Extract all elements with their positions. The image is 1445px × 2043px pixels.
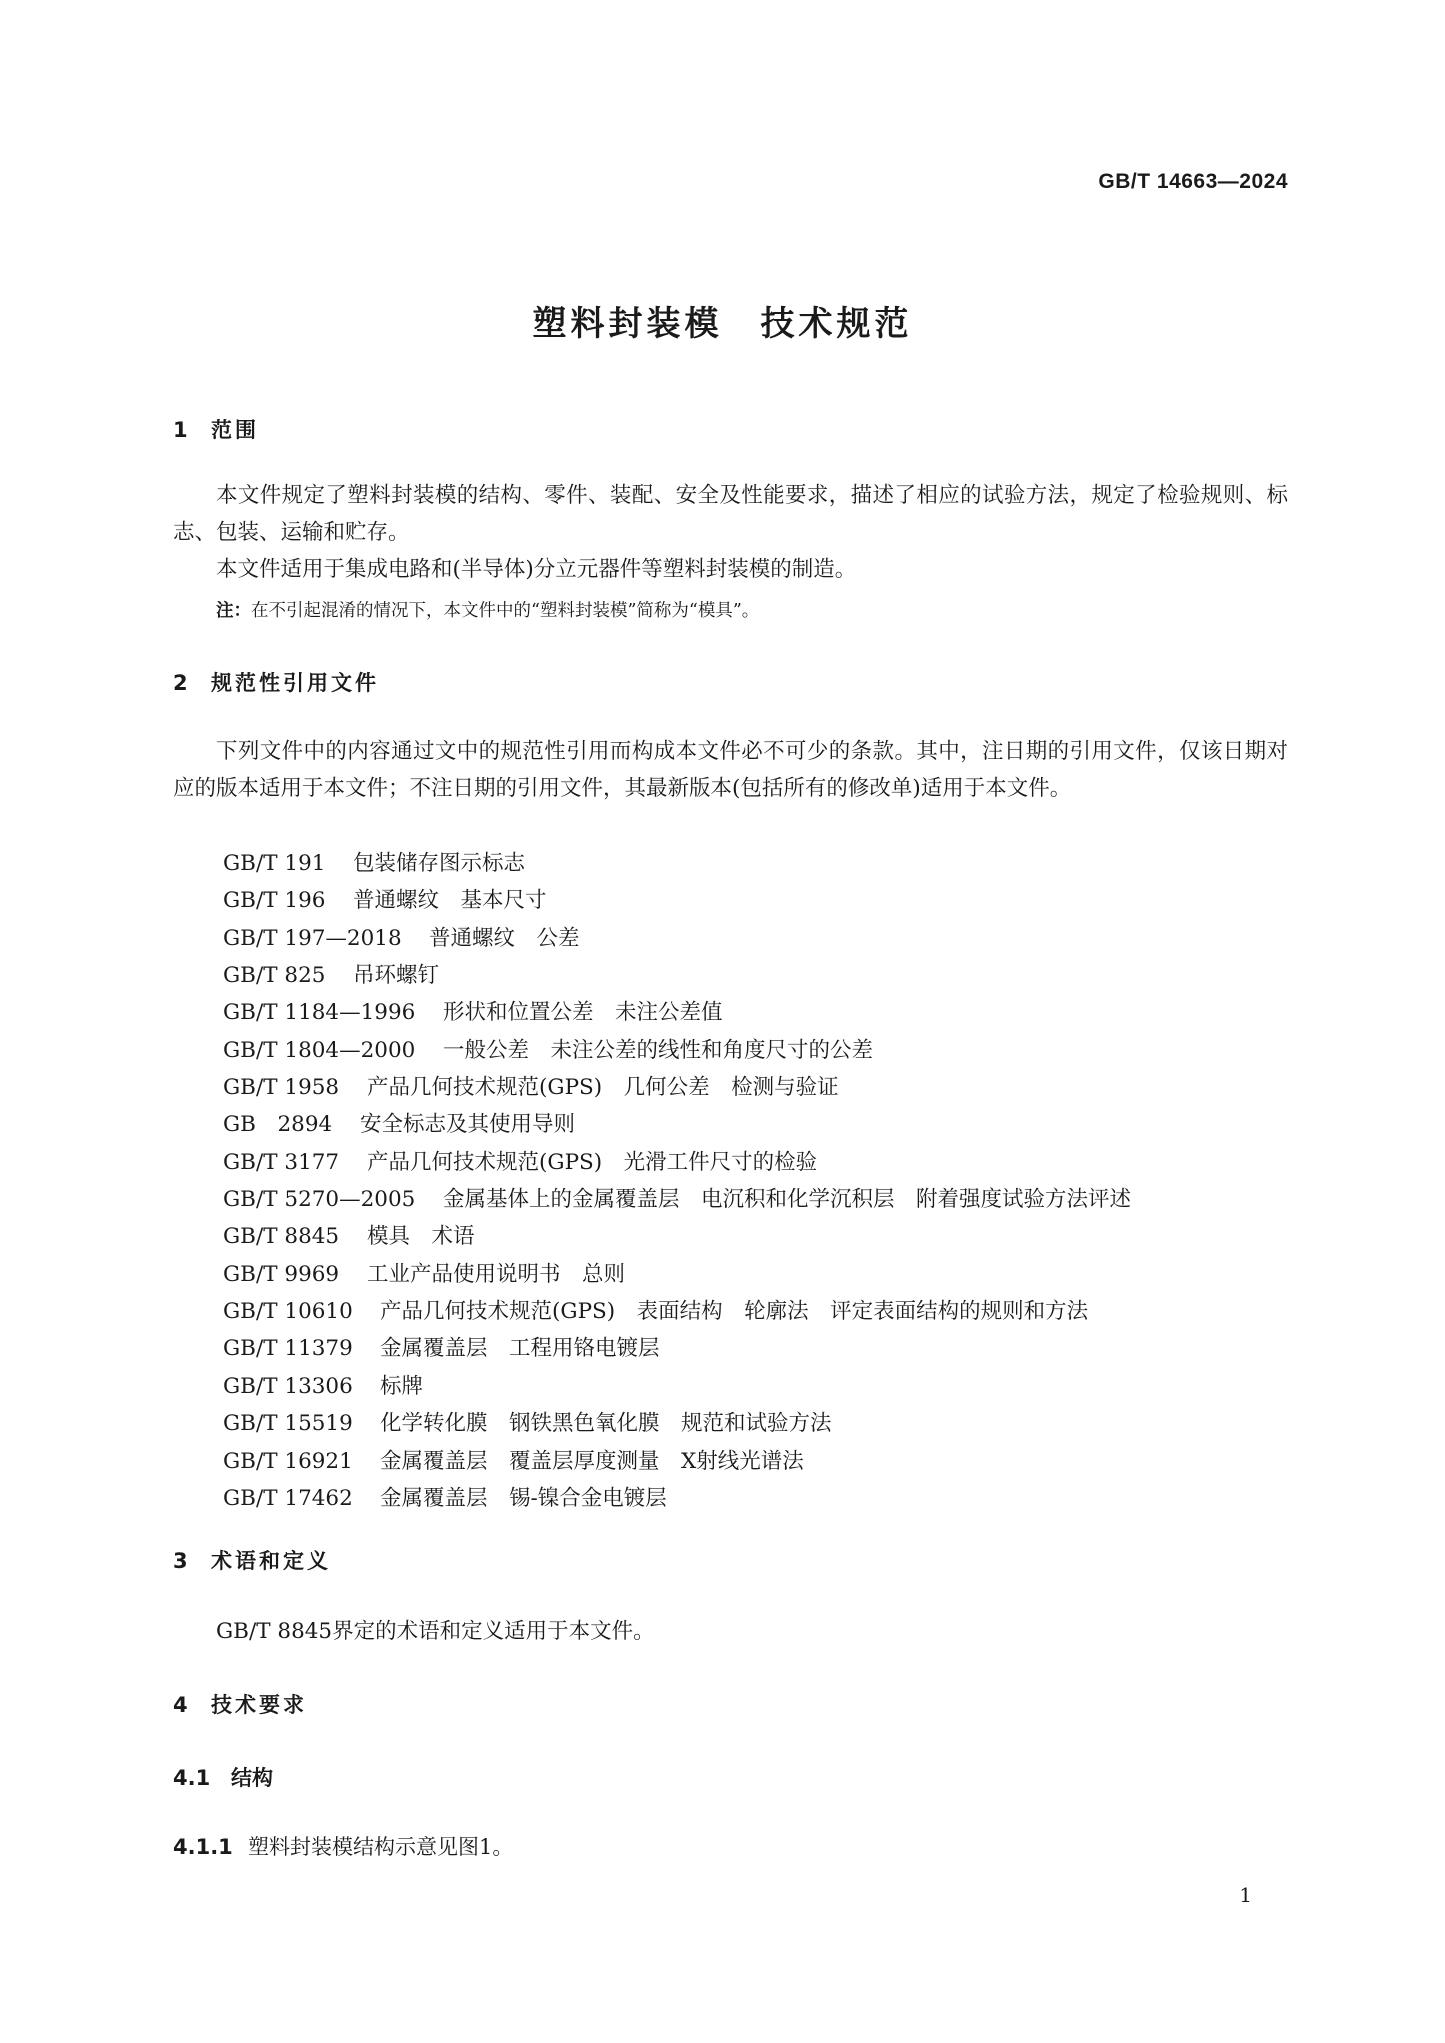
section-2-heading (173, 667, 379, 697)
clause-number: 4.1.1 (173, 1835, 233, 1859)
reference-item (223, 1218, 1131, 1255)
reference-item (223, 845, 1131, 882)
reference-item (223, 994, 1131, 1031)
reference-code: GB/T 197—2018 (223, 925, 402, 951)
reference-item (223, 1293, 1131, 1330)
reference-title: 金属覆盖层 工程用铬电镀层 (380, 1336, 660, 1362)
section-title: 范围 (211, 418, 259, 442)
section-3-heading (173, 1545, 331, 1575)
section-4-heading (173, 1689, 307, 1719)
reference-item (223, 1480, 1131, 1517)
note-text: 在不引起混淆的情况下，本文件中的“塑料封装模”简称为“模具”。 (251, 601, 760, 621)
paragraph: 下列文件中的内容通过文中的规范性引用而构成本文件必不可少的条款。其中，注日期的引用文件，仅该日期对应的版本适用于本文件；不注日期的引用文件，其最新版本(包括所有的修改单)适用于本文件。 (173, 739, 1288, 801)
reference-title: 一般公差 未注公差的线性和角度尺寸的公差 (443, 1037, 874, 1063)
standard-code: GB/T 14663—2024 (1098, 170, 1288, 193)
paragraph: GB/T 8845界定的术语和定义适用于本文件。 (216, 1619, 655, 1644)
reference-item (223, 1181, 1131, 1218)
reference-title: 吊环螺钉 (353, 963, 440, 989)
reference-item (223, 1256, 1131, 1293)
subsection-title: 结构 (231, 1766, 273, 1790)
section-number: 2 (173, 671, 188, 695)
reference-item (223, 882, 1131, 919)
subsection-4-1-heading (173, 1762, 273, 1792)
reference-item (223, 1144, 1131, 1181)
reference-code: GB/T 191 (223, 851, 326, 876)
reference-code: GB/T 1804—2000 (223, 1037, 416, 1063)
reference-title: 工业产品使用说明书 总则 (367, 1261, 626, 1287)
reference-title: 安全标志及其使用导则 (360, 1112, 576, 1138)
reference-item (223, 1368, 1131, 1405)
section-2-intro (173, 733, 1288, 807)
reference-title: 产品几何技术规范(GPS) 光滑工件尺寸的检验 (367, 1149, 818, 1175)
reference-item (223, 920, 1131, 957)
reference-title: 化学转化膜 钢铁黑色氧化膜 规范和试验方法 (380, 1411, 832, 1437)
reference-title: 金属覆盖层 锡-镍合金电镀层 (380, 1485, 667, 1511)
section-number: 1 (173, 418, 188, 442)
reference-title: 产品几何技术规范(GPS) 几何公差 检测与验证 (367, 1075, 839, 1101)
reference-title: 形状和位置公差 未注公差值 (443, 1000, 723, 1026)
section-title: 术语和定义 (211, 1549, 331, 1573)
note-label: 注： (216, 601, 251, 621)
reference-code: GB/T 1958 (223, 1075, 340, 1101)
page-number: 1 (1239, 1883, 1252, 1907)
reference-code: GB/T 15519 (223, 1411, 353, 1437)
reference-code: GB/T 9969 (223, 1261, 340, 1287)
section-number: 3 (173, 1549, 188, 1573)
reference-title: 普通螺纹 基本尺寸 (353, 888, 547, 914)
clause-4-1-1 (173, 1831, 513, 1861)
reference-item (223, 1032, 1131, 1069)
reference-code: GB/T 3177 (223, 1149, 340, 1175)
reference-code: GB/T 8845 (223, 1224, 340, 1250)
section-3-body (173, 1613, 1288, 1650)
paragraph: 本文件适用于集成电路和(半导体)分立元器件等塑料封装模的制造。 (216, 557, 857, 582)
reference-title: 产品几何技术规范(GPS) 表面结构 轮廓法 评定表面结构的规则和方法 (380, 1299, 1089, 1325)
reference-code: GB/T 13306 (223, 1373, 353, 1399)
reference-code: GB 2894 (223, 1112, 333, 1138)
reference-code: GB/T 17462 (223, 1485, 353, 1511)
reference-list (223, 845, 1131, 1517)
reference-title: 普通螺纹 公差 (429, 925, 580, 951)
reference-code: GB/T 16921 (223, 1448, 353, 1474)
section-title: 规范性引用文件 (211, 671, 379, 695)
reference-code: GB/T 11379 (223, 1336, 353, 1362)
section-1-body (173, 477, 1288, 588)
reference-code: GB/T 1184—1996 (223, 1000, 416, 1026)
document-title: 塑料封装模 技术规范 (532, 304, 913, 344)
reference-title: 模具 术语 (367, 1224, 475, 1250)
reference-item (223, 1443, 1131, 1480)
reference-code: GB/T 5270—2005 (223, 1187, 416, 1213)
reference-item (223, 1106, 1131, 1143)
section-number: 4 (173, 1693, 188, 1717)
reference-title: 金属基体上的金属覆盖层 电沉积和化学沉积层 附着强度试验方法评述 (443, 1187, 1132, 1213)
section-title: 技术要求 (211, 1693, 307, 1717)
clause-text: 塑料封装模结构示意见图1。 (248, 1835, 514, 1859)
reference-item (223, 957, 1131, 994)
paragraph: 本文件规定了塑料封装模的结构、零件、装配、安全及性能要求，描述了相应的试验方法，规定了检验规则、标志、包装、运输和贮存。 (173, 483, 1288, 545)
reference-code: GB/T 10610 (223, 1299, 353, 1325)
section-1-heading (173, 414, 259, 444)
reference-code: GB/T 196 (223, 888, 326, 914)
reference-title: 标牌 (380, 1373, 424, 1399)
subsection-number: 4.1 (173, 1766, 211, 1790)
reference-code: GB/T 825 (223, 963, 326, 989)
reference-item (223, 1405, 1131, 1442)
reference-title: 金属覆盖层 覆盖层厚度测量 X射线光谱法 (380, 1448, 804, 1474)
note (216, 597, 759, 622)
reference-item (223, 1330, 1131, 1367)
reference-title: 包装储存图示标志 (353, 851, 526, 876)
reference-item (223, 1069, 1131, 1106)
